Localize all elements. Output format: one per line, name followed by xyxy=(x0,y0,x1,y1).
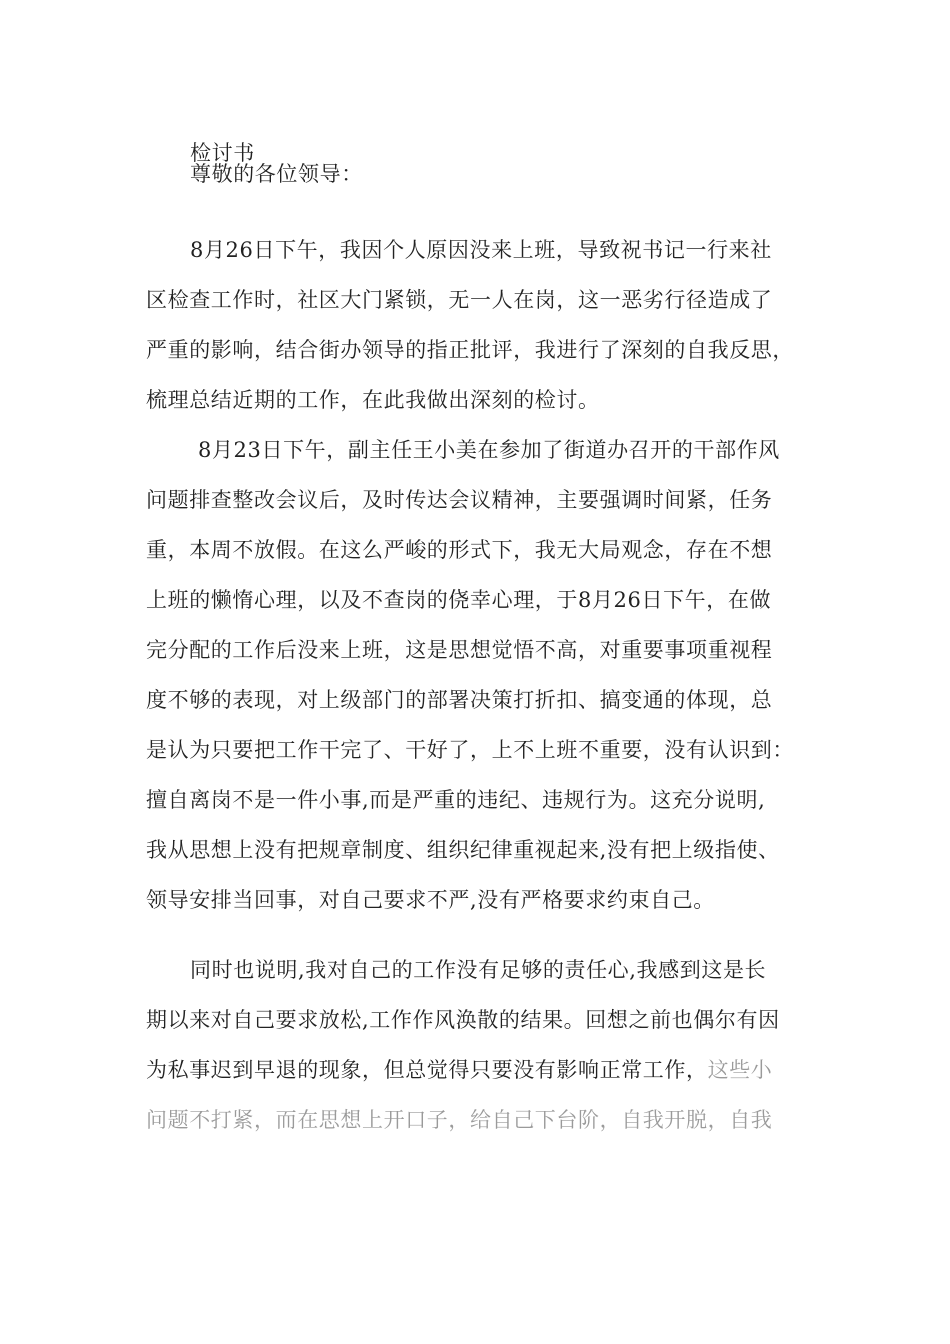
paragraph-3-line-4: 问题不打紧，而在思想上开口子，给自己下台阶，自我开脱，自我 xyxy=(146,1108,773,1132)
paragraph-3-line-3 xyxy=(146,1056,772,1084)
salutation: 尊敬的各位领导： xyxy=(190,162,363,186)
paragraph-2-line-5: 完分配的工作后没来上班，这是思想觉悟不高，对重要事项重视程 xyxy=(146,638,773,662)
paragraph-2-line-8: 擅自离岗不是一件小事,而是严重的违纪、违规行为。这充分说明, xyxy=(146,788,766,812)
paragraph-1-line-3: 严重的影响，结合街办领导的指正批评，我进行了深刻的自我反思， xyxy=(146,338,794,362)
paragraph-2-line-3: 重，本周不放假。在这么严峻的形式下，我无大局观念，存在不想 xyxy=(146,538,773,562)
paragraph-3-line-3-text: 为私事迟到早退的现象，但总觉得只要没有影响正常工作， xyxy=(146,1058,708,1082)
paragraph-3-line-1: 同时也说明,我对自己的工作没有足够的责任心,我感到这是长 xyxy=(190,958,767,982)
paragraph-2-line-4: 上班的懒惰心理，以及不查岗的侥幸心理，于8月26日下午，在做 xyxy=(146,588,772,612)
document-title: 检讨书 xyxy=(190,141,255,165)
paragraph-2-line-10: 领导安排当回事，对自己要求不严,没有严格要求约束自己。 xyxy=(146,888,715,912)
paragraph-2-line-1: 8月23日下午，副主任王小美在参加了街道办召开的干部作风 xyxy=(198,438,780,462)
paragraph-3-line-2: 期以来对自己要求放松,工作作风涣散的结果。回想之前也偶尔有因 xyxy=(146,1008,780,1032)
paragraph-2-line-7: 是认为只要把工作干完了、干好了，上不上班不重要，没有认识到： xyxy=(146,738,794,762)
paragraph-3-line-3-faded: 这些小 xyxy=(707,1058,773,1082)
paragraph-1-line-2: 区检查工作时，社区大门紧锁，无一人在岗，这一恶劣行径造成了 xyxy=(146,288,773,312)
paragraph-2-line-6: 度不够的表现，对上级部门的部署决策打折扣、搞变通的体现，总 xyxy=(146,688,773,712)
paragraph-1-line-1: 8月26日下午，我因个人原因没来上班，导致祝书记一行来社 xyxy=(190,238,772,262)
paragraph-1-line-4: 梳理总结近期的工作，在此我做出深刻的检讨。 xyxy=(146,388,600,412)
paragraph-2-line-2: 问题排查整改会议后，及时传达会议精神，主要强调时间紧，任务 xyxy=(146,488,773,512)
paragraph-2-line-9: 我从思想上没有把规章制度、组织纪律重视起来,没有把上级指使、 xyxy=(146,838,780,862)
